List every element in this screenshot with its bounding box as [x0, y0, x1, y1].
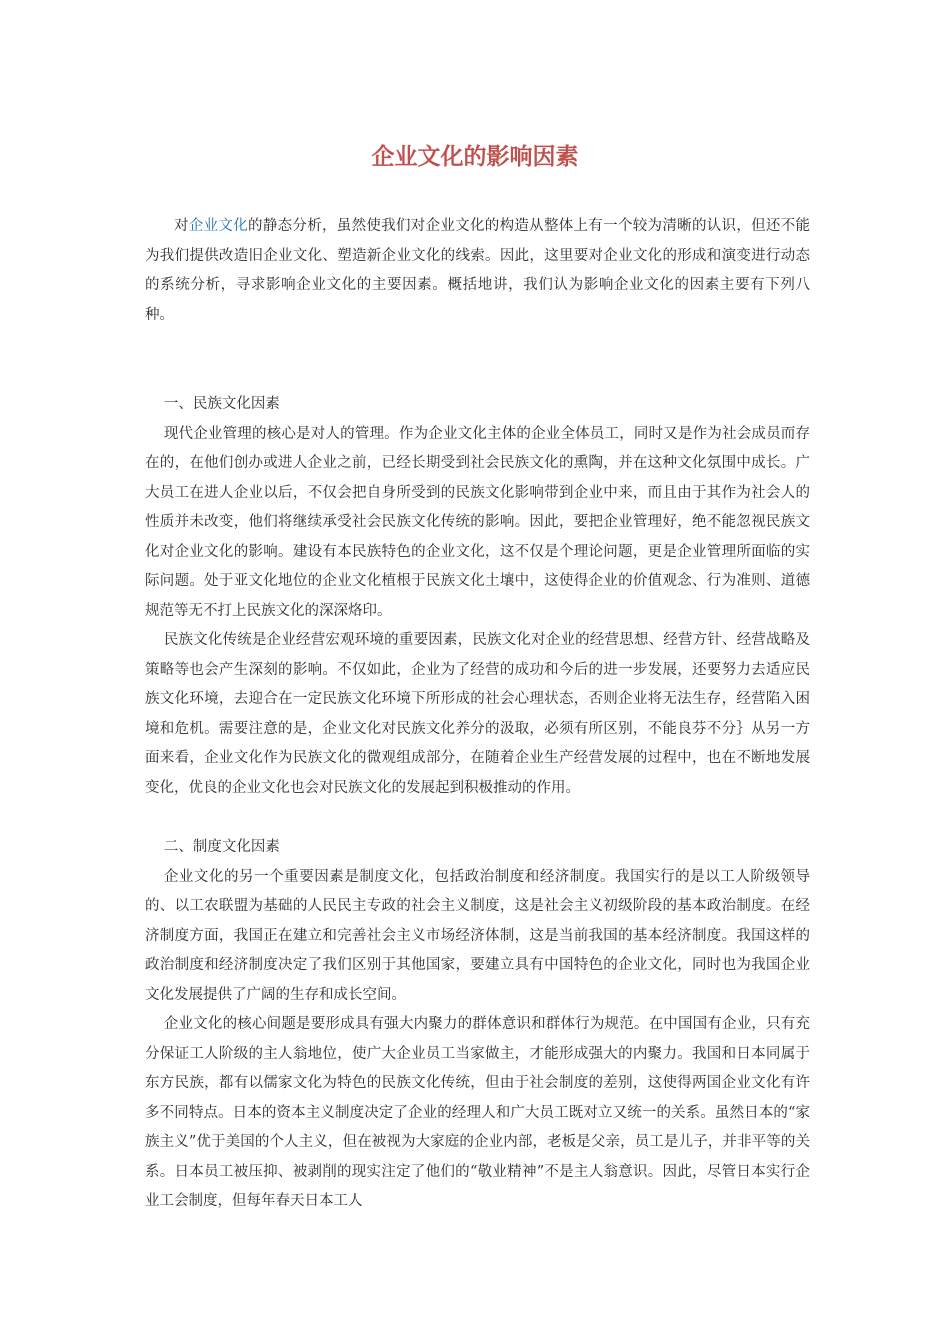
intro-lead: 对: [174, 218, 189, 234]
intro-rest: 的静态分析，虽然使我们对企业文化的构造从整体上有一个较为清晰的认识，但还不能为我们提供改造旧企业文化、塑造新企业文化的线索。因此，这里要对企业文化的形成和演变进行动态的系统分析，寻求影响企业文化的主要因素。概括地讲，我们认为影响企业文化的因素主要有下列八种。: [145, 218, 811, 323]
spacer: [145, 803, 810, 833]
section-heading-institutional-culture: 二、制度文化因素: [163, 839, 280, 855]
spacer: [145, 330, 810, 390]
section-2-paragraph-1: 企业文化的另一个重要因素是制度文化，包括政治制度和经济制度。我国实行的是以工人阶级领导的、以工农联盟为基础的人民民主专政的社会主义制度，这是社会主义初级阶段的基本政治制度。在经济制度方面，我国正在建立和完善社会主义市场经济体制，这是当前我国的基本经济制度。我国这样的政治制度和经济制度决定了我们区别于其他国家，要建立具有中国特色的企业文化，同时也为我国企业文化发展提供了广阔的生存和成长空间。: [145, 868, 810, 1003]
section-heading-ethnic-culture: 一、民族文化因素: [163, 396, 280, 412]
intro-paragraph: [145, 212, 810, 330]
document-title: 企业文化的影响因素: [371, 144, 579, 170]
section-1-paragraph-2: 民族文化传统是企业经营宏观环境的重要因素，民族文化对企业的经营思想、经营方针、经营战略及策略等也会产生深刻的影响。不仅如此，企业为了经营的成功和今后的进一步发展，还要努力去适应民族文化环境，去迎合在一定民族文化环境下所形成的社会心理状态，否则企业将无法生存，经营陷入困境和危机。需要注意的是，企业文化对民族文化养分的汲取，必须有所区别，不能良芬不分｝从另一方面来看，企业文化作为民族文化的微观组成部分，在随着企业生产经营发展的过程中，也在不断地发展变化，优良的企业文化也会对民族文化的发展起到积极推动的作用。: [145, 632, 810, 796]
section-2-paragraph-2: 企业文化的核心间题是要形成具有强大内聚力的群体意识和群体行为规范。在中国国有企业，只有充分保证工人阶级的主人翁地位，使广大企业员工当家做主，才能形成强大的内聚力。我国和日本同属于东方民族，都有以儒家文化为特色的民族文化传统，但由于社会制度的差别，这使得两国企业文化有许多不同特点。日本的资本主义制度决定了企业的经理人和广大员工既对立又统一的关系。虽然日本的“家族主义”优于美国的个人主义，但在被视为大家庭的企业内部，老板是父亲，员工是儿子，并非平等的关系。日本员工被压抑、被剥削的现实注定了他们的“敬业精神”不是主人翁意识。因此，尽管日本实行企业工会制度，但每年春天日本工人: [145, 1016, 810, 1209]
section-1-paragraph-1: 现代企业管理的核心是对人的管理。作为企业文化主体的企业全体员工，同时又是作为社会成员而存在的，在他们创办或进人企业之前，已经长期受到社会民族文化的熏陶，并在这种文化氛围中成长。广大员工在进人企业以后，不仅会把自身所受到的民族文化影响带到企业中来，而且由于其作为社会人的性质并未改变，他们将继续承受社会民族文化传统的影响。因此，要把企业管理好，绝不能忽视民族文化对企业文化的影响。建设有本民族特色的企业文化，这不仅是个理论问题，更是企业管理所面临的实际问题。处于亚文化地位的企业文化植根于民族文化土壤中，这使得企业的价值观念、行为准则、道德规范等无不打上民族文化的深深烙印。: [145, 425, 810, 619]
enterprise-culture-link[interactable]: 企业文化: [188, 218, 249, 234]
document-body: [145, 212, 810, 1217]
